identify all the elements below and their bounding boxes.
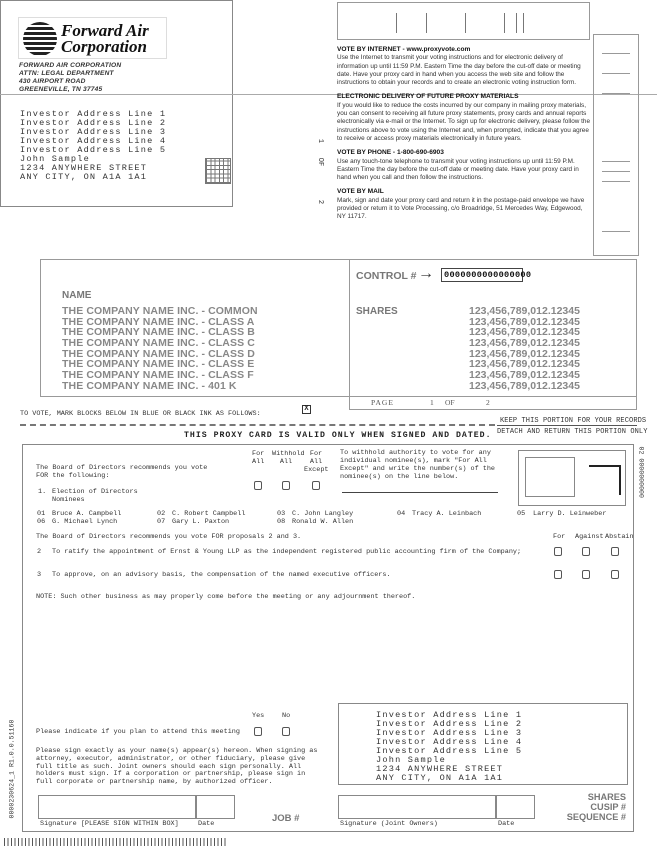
company-class-name: THE COMPANY NAME INC. - CLASS F <box>62 369 254 381</box>
nominees-label: Nominees <box>52 496 85 504</box>
sender-line-1: FORWARD AIR CORPORATION <box>19 62 122 69</box>
sign-instructions: Please sign exactly as your name(s) appear(s) hereon. When signing as attorney, executor, administrator, or other fiduciary, please give full title as such. Joint owners should each sign personally. All holders must sign. If a corporation or partnership, please sign in full corporate or partnership name, by authorized officer. <box>36 747 318 787</box>
nominee-number: 06 <box>37 518 46 526</box>
strip-mark <box>602 93 630 94</box>
job-label: JOB # <box>272 813 300 824</box>
nominee-name: C. John Langley <box>292 510 354 518</box>
corner-mark <box>589 465 621 495</box>
barcode-bar <box>396 13 397 33</box>
board-recommends-1: The Board of Directors recommends you vote FOR the following: <box>36 464 208 480</box>
page-mark-two: 2 <box>316 199 325 205</box>
logo-text-line2: Corporation <box>61 37 147 56</box>
col-for-all <box>252 450 264 466</box>
left-vertical-code: 0000230624_1 R1.0.0.51160 <box>8 719 16 819</box>
investor-name: John Sample <box>20 154 90 164</box>
joint-signature-label: Signature (Joint Owners) <box>340 820 438 828</box>
proposal-number: 2 <box>37 548 42 556</box>
control-label: CONTROL # <box>356 270 417 282</box>
postal-grid-mark <box>205 158 231 184</box>
barcode-bar <box>426 13 427 33</box>
cusip-label: CUSIP # <box>590 802 626 812</box>
nominee-name: C. Robert Campbell <box>172 510 246 518</box>
item1-title: Election of Directors <box>52 488 138 496</box>
page-label: PAGE <box>371 398 394 407</box>
right-vertical-code: 02 0000000000 <box>637 446 645 498</box>
col-except-line1: For All <box>309 450 323 466</box>
divider <box>497 425 637 426</box>
investor-address-line: Investor Address Line 3 <box>376 728 523 738</box>
investor-address-line: Investor Address Line 4 <box>20 136 167 146</box>
attend-yes-checkbox[interactable] <box>254 727 262 736</box>
withhold-all-checkbox[interactable] <box>282 481 290 490</box>
proposal-number: 3 <box>37 571 42 579</box>
right-margin-strip <box>593 34 639 256</box>
barcode-bar <box>465 13 466 33</box>
nominee-number: 02 <box>157 510 166 518</box>
investor-address-line: Investor Address Line 2 <box>20 118 167 128</box>
proposal2-against-checkbox[interactable] <box>582 547 590 556</box>
no-label: No <box>282 712 291 720</box>
keep-portion-label: KEEP THIS PORTION FOR YOUR RECORDS <box>500 417 647 425</box>
col-except-line2: Except <box>304 466 329 474</box>
withhold-note: To withhold authority to vote for any individual nominee(s), mark "For All Except" and write the number(s) of the nominee(s) on the line below. <box>340 449 495 481</box>
company-class-name: THE COMPANY NAME INC. - COMMON <box>62 305 258 317</box>
voting-instructions <box>337 46 592 222</box>
date-label: Date <box>198 820 215 828</box>
investor-city: ANY CITY, ON A1A 1A1 <box>20 172 148 182</box>
strip-mark <box>602 171 630 172</box>
strip-mark <box>602 73 630 74</box>
share-amount: 123,456,789,012.12345 <box>469 337 580 349</box>
investor-address-line: Investor Address Line 5 <box>376 746 523 756</box>
vote-phone-title: VOTE BY PHONE - 1-800-690-6903 <box>337 149 444 157</box>
logo-text-line1: Forward Air <box>61 21 149 40</box>
company-class-name: THE COMPANY NAME INC. - 401 K <box>62 380 237 392</box>
share-amount: 123,456,789,012.12345 <box>469 348 580 360</box>
share-amount: 123,456,789,012.12345 <box>469 326 580 338</box>
item1-number: 1. <box>38 488 47 496</box>
vote-internet-body: Use the Internet to transmit your voting instructions and for electronic delivery of information up until 11:59 P.M. Eastern Time the day before the cut-off date or meeting date. Have your proxy card in hand when you access the web site and follow the instructions to obtain your records and to create an electronic voting instruction form. <box>337 54 581 87</box>
investor-address-line: Investor Address Line 5 <box>20 145 167 155</box>
investor-address-line: Investor Address Line 4 <box>376 737 523 747</box>
share-amount: 123,456,789,012.12345 <box>469 369 580 381</box>
electronic-delivery-title: ELECTRONIC DELIVERY OF FUTURE PROXY MATERIALS <box>337 93 519 101</box>
name-header: NAME <box>62 290 92 301</box>
company-class-name: THE COMPANY NAME INC. - CLASS A <box>62 316 255 328</box>
vote-internet-title: VOTE BY INTERNET - www.proxyvote.com <box>337 46 471 53</box>
barcode-bar <box>523 13 524 33</box>
proposal2-for-checkbox[interactable] <box>554 547 562 556</box>
vote-mail-body: Mark, sign and date your proxy card and return it in the postage-paid envelope we have provided or return it to Vote Processing, c/o Broadridge, 51 Mercedes Way, Edgewood, NY 11717. <box>337 196 585 221</box>
proposal-text: To ratify the appointment of Ernst & Young LLP as the independent registered public accounting firm of the Company; <box>52 548 522 556</box>
nominee-number: 01 <box>37 510 46 518</box>
col-withhold-line2: All <box>279 458 293 466</box>
nominee-number: 04 <box>397 510 406 518</box>
investor-address-line: Investor Address Line 1 <box>376 710 523 720</box>
investor-street: 1234 ANYWHERE STREET <box>20 163 148 173</box>
arrow-right-icon: → <box>418 265 434 282</box>
proposal3-abstain-checkbox[interactable] <box>611 570 619 579</box>
vote-mail-title: VOTE BY MAIL <box>337 188 384 196</box>
share-amount: 123,456,789,012.12345 <box>469 316 580 328</box>
sender-line-2: ATTN: LEGAL DEPARTMENT <box>19 70 114 77</box>
strip-mark <box>602 161 630 162</box>
investor-address-line: Investor Address Line 3 <box>20 127 167 137</box>
barcode-bar <box>504 13 505 33</box>
signature-box[interactable] <box>38 795 196 819</box>
mailing-address-card <box>0 0 233 207</box>
nominee-number: 08 <box>277 518 286 526</box>
sender-line-3: 430 AIRPORT ROAD <box>19 78 86 85</box>
signature-label: Signature [PLEASE SIGN WITHIN BOX] <box>40 820 179 828</box>
shares-header: SHARES <box>356 306 398 317</box>
page-mark-of: OF <box>316 157 325 167</box>
attend-question: Please indicate if you plan to attend this meeting <box>36 728 240 736</box>
page-mark-one: 1 <box>316 138 325 144</box>
nominee-name: Tracy A. Leinbach <box>412 510 482 518</box>
joint-signature-box[interactable] <box>338 795 496 819</box>
col-for-all-except <box>304 450 328 474</box>
scan-box <box>518 450 626 506</box>
investor-street: 1234 ANYWHERE STREET <box>376 764 504 774</box>
for-all-except-checkbox[interactable] <box>312 481 320 490</box>
investor-address-line: Investor Address Line 2 <box>376 719 523 729</box>
share-amount: 123,456,789,012.12345 <box>469 380 580 392</box>
col-for-all-line1: For <box>252 450 265 458</box>
barcode-box <box>337 2 590 40</box>
sequence-label: SEQUENCE # <box>566 812 626 822</box>
scan-inner-box <box>525 457 575 497</box>
company-class-name: THE COMPANY NAME INC. - CLASS E <box>62 358 255 370</box>
proposal3-against-checkbox[interactable] <box>582 570 590 579</box>
nominee-name: Larry D. Leinweber <box>533 510 607 518</box>
investor-address-line: Investor Address Line 1 <box>20 109 167 119</box>
for-all-checkbox[interactable] <box>254 481 262 490</box>
ruler-ticks <box>4 838 228 846</box>
proposal2-abstain-checkbox[interactable] <box>611 547 619 556</box>
page-number: 1 <box>430 398 434 407</box>
nominee-number: 07 <box>157 518 166 526</box>
col-withhold-all <box>272 450 305 466</box>
nominee-name: Bruce A. Campbell <box>52 510 122 518</box>
mark-example-box: X <box>302 405 311 414</box>
company-class-name: THE COMPANY NAME INC. - CLASS C <box>62 337 255 349</box>
strip-mark <box>602 53 630 54</box>
joint-date-label: Date <box>498 820 515 828</box>
nominee-name: Ronald W. Allen <box>292 518 354 526</box>
company-class-name: THE COMPANY NAME INC. - CLASS B <box>62 326 255 338</box>
page-total: 2 <box>486 398 490 407</box>
nominee-name: G. Michael Lynch <box>52 518 118 526</box>
valid-notice: THIS PROXY CARD IS VALID ONLY WHEN SIGNED AND DATED. <box>184 431 492 440</box>
detach-portion-label: DETACH AND RETURN THIS PORTION ONLY <box>497 428 648 436</box>
nominee-number: 03 <box>277 510 286 518</box>
board-recommends-2: The Board of Directors recommends you vote FOR proposals 2 and 3. <box>36 533 302 541</box>
col-for-all-line2: All <box>252 458 265 466</box>
proposal-text: To approve, on an advisory basis, the compensation of the named executive officers. <box>52 571 391 579</box>
note-text: NOTE: Such other business as may properly come before the meeting or any adjournment thereof. <box>36 593 416 601</box>
col-against: Against <box>575 533 604 541</box>
col-for: For <box>553 533 566 541</box>
mark-instruction: TO VOTE, MARK BLOCKS BELOW IN BLUE OR BLACK INK AS FOLLOWS: <box>20 410 261 418</box>
nominee-number: 05 <box>517 510 526 518</box>
company-logo <box>18 17 167 59</box>
date-box[interactable] <box>196 795 235 819</box>
company-class-name: THE COMPANY NAME INC. - CLASS D <box>62 348 255 360</box>
investor-city: ANY CITY, ON A1A 1A1 <box>376 773 504 783</box>
proposal3-for-checkbox[interactable] <box>554 570 562 579</box>
globe-logo-icon <box>23 22 57 56</box>
strip-mark <box>602 181 630 182</box>
page-of: OF <box>445 398 455 407</box>
col-abstain: Abstain <box>605 533 634 541</box>
col-withhold-line1: Withhold <box>272 450 305 458</box>
joint-date-box[interactable] <box>496 795 535 819</box>
yes-label: Yes <box>252 712 265 720</box>
barcode-bar <box>516 13 517 33</box>
detach-line <box>20 424 495 426</box>
strip-mark <box>602 231 630 232</box>
investor-name: John Sample <box>376 755 446 765</box>
share-amount: 123,456,789,012.12345 <box>469 358 580 370</box>
job-codes <box>540 792 626 822</box>
vote-phone-body: Use any touch-tone telephone to transmit your voting instructions up until 11:59 P.M. Eastern Time the day before the cut-off date or meeting date. Have your proxy card in hand when you call and then follow the instructions. <box>337 157 579 182</box>
shares-code-label: SHARES <box>587 792 626 802</box>
electronic-delivery-body: If you would like to reduce the costs incurred by our company in mailing proxy materials, you can consent to receiving all future proxy statements, proxy cards and annual reports electronically via e-mail or the Internet. To sign up for electronic delivery, please follow the instructions above to vote using the Internet and, when prompted, indicate that you agree to receive or access proxy materials electronically in future years. <box>337 101 591 142</box>
attend-no-checkbox[interactable] <box>282 727 290 736</box>
nominee-writein-line[interactable] <box>342 492 498 493</box>
nominee-name: Gary L. Paxton <box>172 518 230 526</box>
share-amount: 123,456,789,012.12345 <box>469 305 580 317</box>
control-number: 0000000000000000 <box>441 268 523 282</box>
sender-line-4: GREENEVILLE, TN 37745 <box>19 86 103 93</box>
